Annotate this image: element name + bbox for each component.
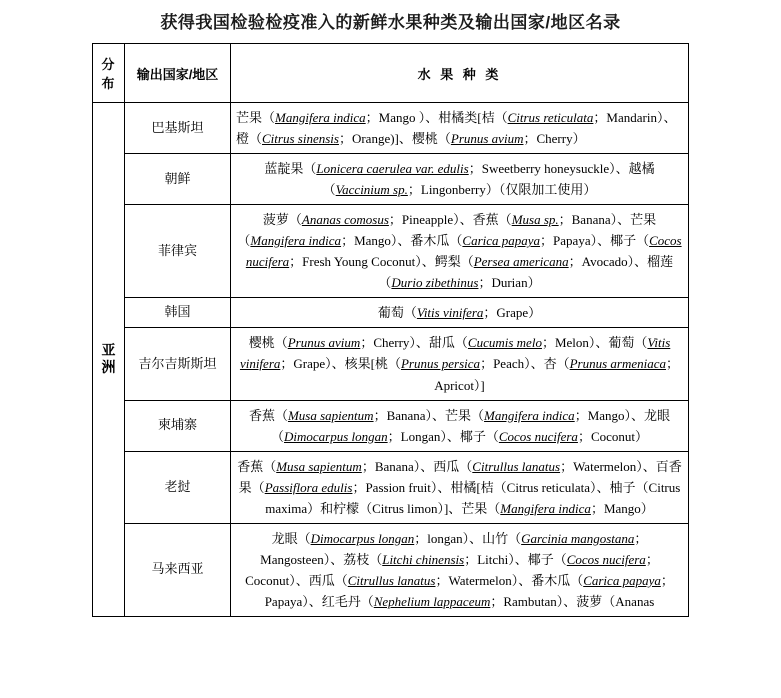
column-header-country: 输出国家/地区 bbox=[125, 44, 231, 103]
fruit-cell: 菠萝（Ananas comosus；Pineapple）、香蕉（Musa sp.；Banana）、芒果（Mangifera indica；Mango）、番木瓜（Carica papaya；Papaya）、椰子（Cocos nucifera；Fresh Young Coconut）、鳄梨（Persea americana；Avocado）、榴莲（Durio zibethinus；Durian） bbox=[231, 205, 689, 298]
country-cell: 朝鲜 bbox=[125, 154, 231, 205]
fruit-cell: 龙眼（Dimocarpus longan；longan）、山竹（Garcinia mangostana；Mangosteen）、荔枝（Litchi chinensis；Litchi）、椰子（Cocos nucifera；Coconut）、西瓜（Citrullus lanatus；Watermelon）、番木瓜（Carica papaya；Papaya）、红毛丹（Nephelium lappaceum；Rambutan）、菠萝（Ananas bbox=[231, 523, 689, 616]
table-row bbox=[93, 154, 689, 205]
table-header-row bbox=[93, 44, 689, 103]
table-row bbox=[93, 523, 689, 616]
country-cell: 马来西亚 bbox=[125, 523, 231, 616]
fruit-cell: 葡萄（Vitis vinifera；Grape） bbox=[231, 298, 689, 328]
table-row bbox=[93, 328, 689, 400]
column-header-fruit: 水 果 种 类 bbox=[231, 44, 689, 103]
fruit-admission-table bbox=[92, 43, 689, 617]
distribution-char-1: 亚 bbox=[101, 341, 116, 358]
fruit-cell: 香蕉（Musa sapientum；Banana）、芒果（Mangifera indica；Mango）、龙眼（Dimocarpus longan；Longan）、椰子（Cocos nucifera；Coconut） bbox=[231, 400, 689, 451]
fruit-cell: 芒果（Mangifera indica；Mango ）、柑橘类[桔（Citrus reticulata；Mandarin）、橙（Citrus sinensis；Orange)]、樱桃（Prunus avium；Cherry） bbox=[231, 103, 689, 154]
country-cell: 巴基斯坦 bbox=[125, 103, 231, 154]
fruit-cell: 樱桃（Prunus avium；Cherry）、甜瓜（Cucumis melo；Melon）、葡萄（Vitis vinifera；Grape）、核果[桃（Prunus persica；Peach）、杏（Prunus armeniaca；Apricot）] bbox=[231, 328, 689, 400]
country-cell: 韩国 bbox=[125, 298, 231, 328]
distribution-cell-asia bbox=[93, 103, 125, 617]
distribution-char-2: 洲 bbox=[101, 359, 116, 376]
table-row bbox=[93, 451, 689, 523]
table-row bbox=[93, 205, 689, 298]
country-cell: 老挝 bbox=[125, 451, 231, 523]
fruit-cell: 蓝靛果（Lonicera caerulea var. edulis；Sweetberry honeysuckle）、越橘（Vaccinium sp.；Lingonberry）（仅限加工使用） bbox=[231, 154, 689, 205]
column-header-distribution: 分布 bbox=[93, 44, 125, 103]
table-row bbox=[93, 400, 689, 451]
country-cell: 吉尔吉斯斯坦 bbox=[125, 328, 231, 400]
table-row bbox=[93, 298, 689, 328]
table-row bbox=[93, 103, 689, 154]
fruit-cell: 香蕉（Musa sapientum；Banana）、西瓜（Citrullus lanatus；Watermelon）、百香果（Passiflora edulis；Passion fruit）、柑橘[桔（Citrus reticulata）、柚子（Citrus maxima）和柠檬（Citrus limon）]、芒果（Mangifera indica；Mango） bbox=[231, 451, 689, 523]
country-cell: 菲律宾 bbox=[125, 205, 231, 298]
country-cell: 柬埔寨 bbox=[125, 400, 231, 451]
page-title: 获得我国检验检疫准入的新鲜水果种类及输出国家/地区名录 bbox=[160, 13, 621, 32]
